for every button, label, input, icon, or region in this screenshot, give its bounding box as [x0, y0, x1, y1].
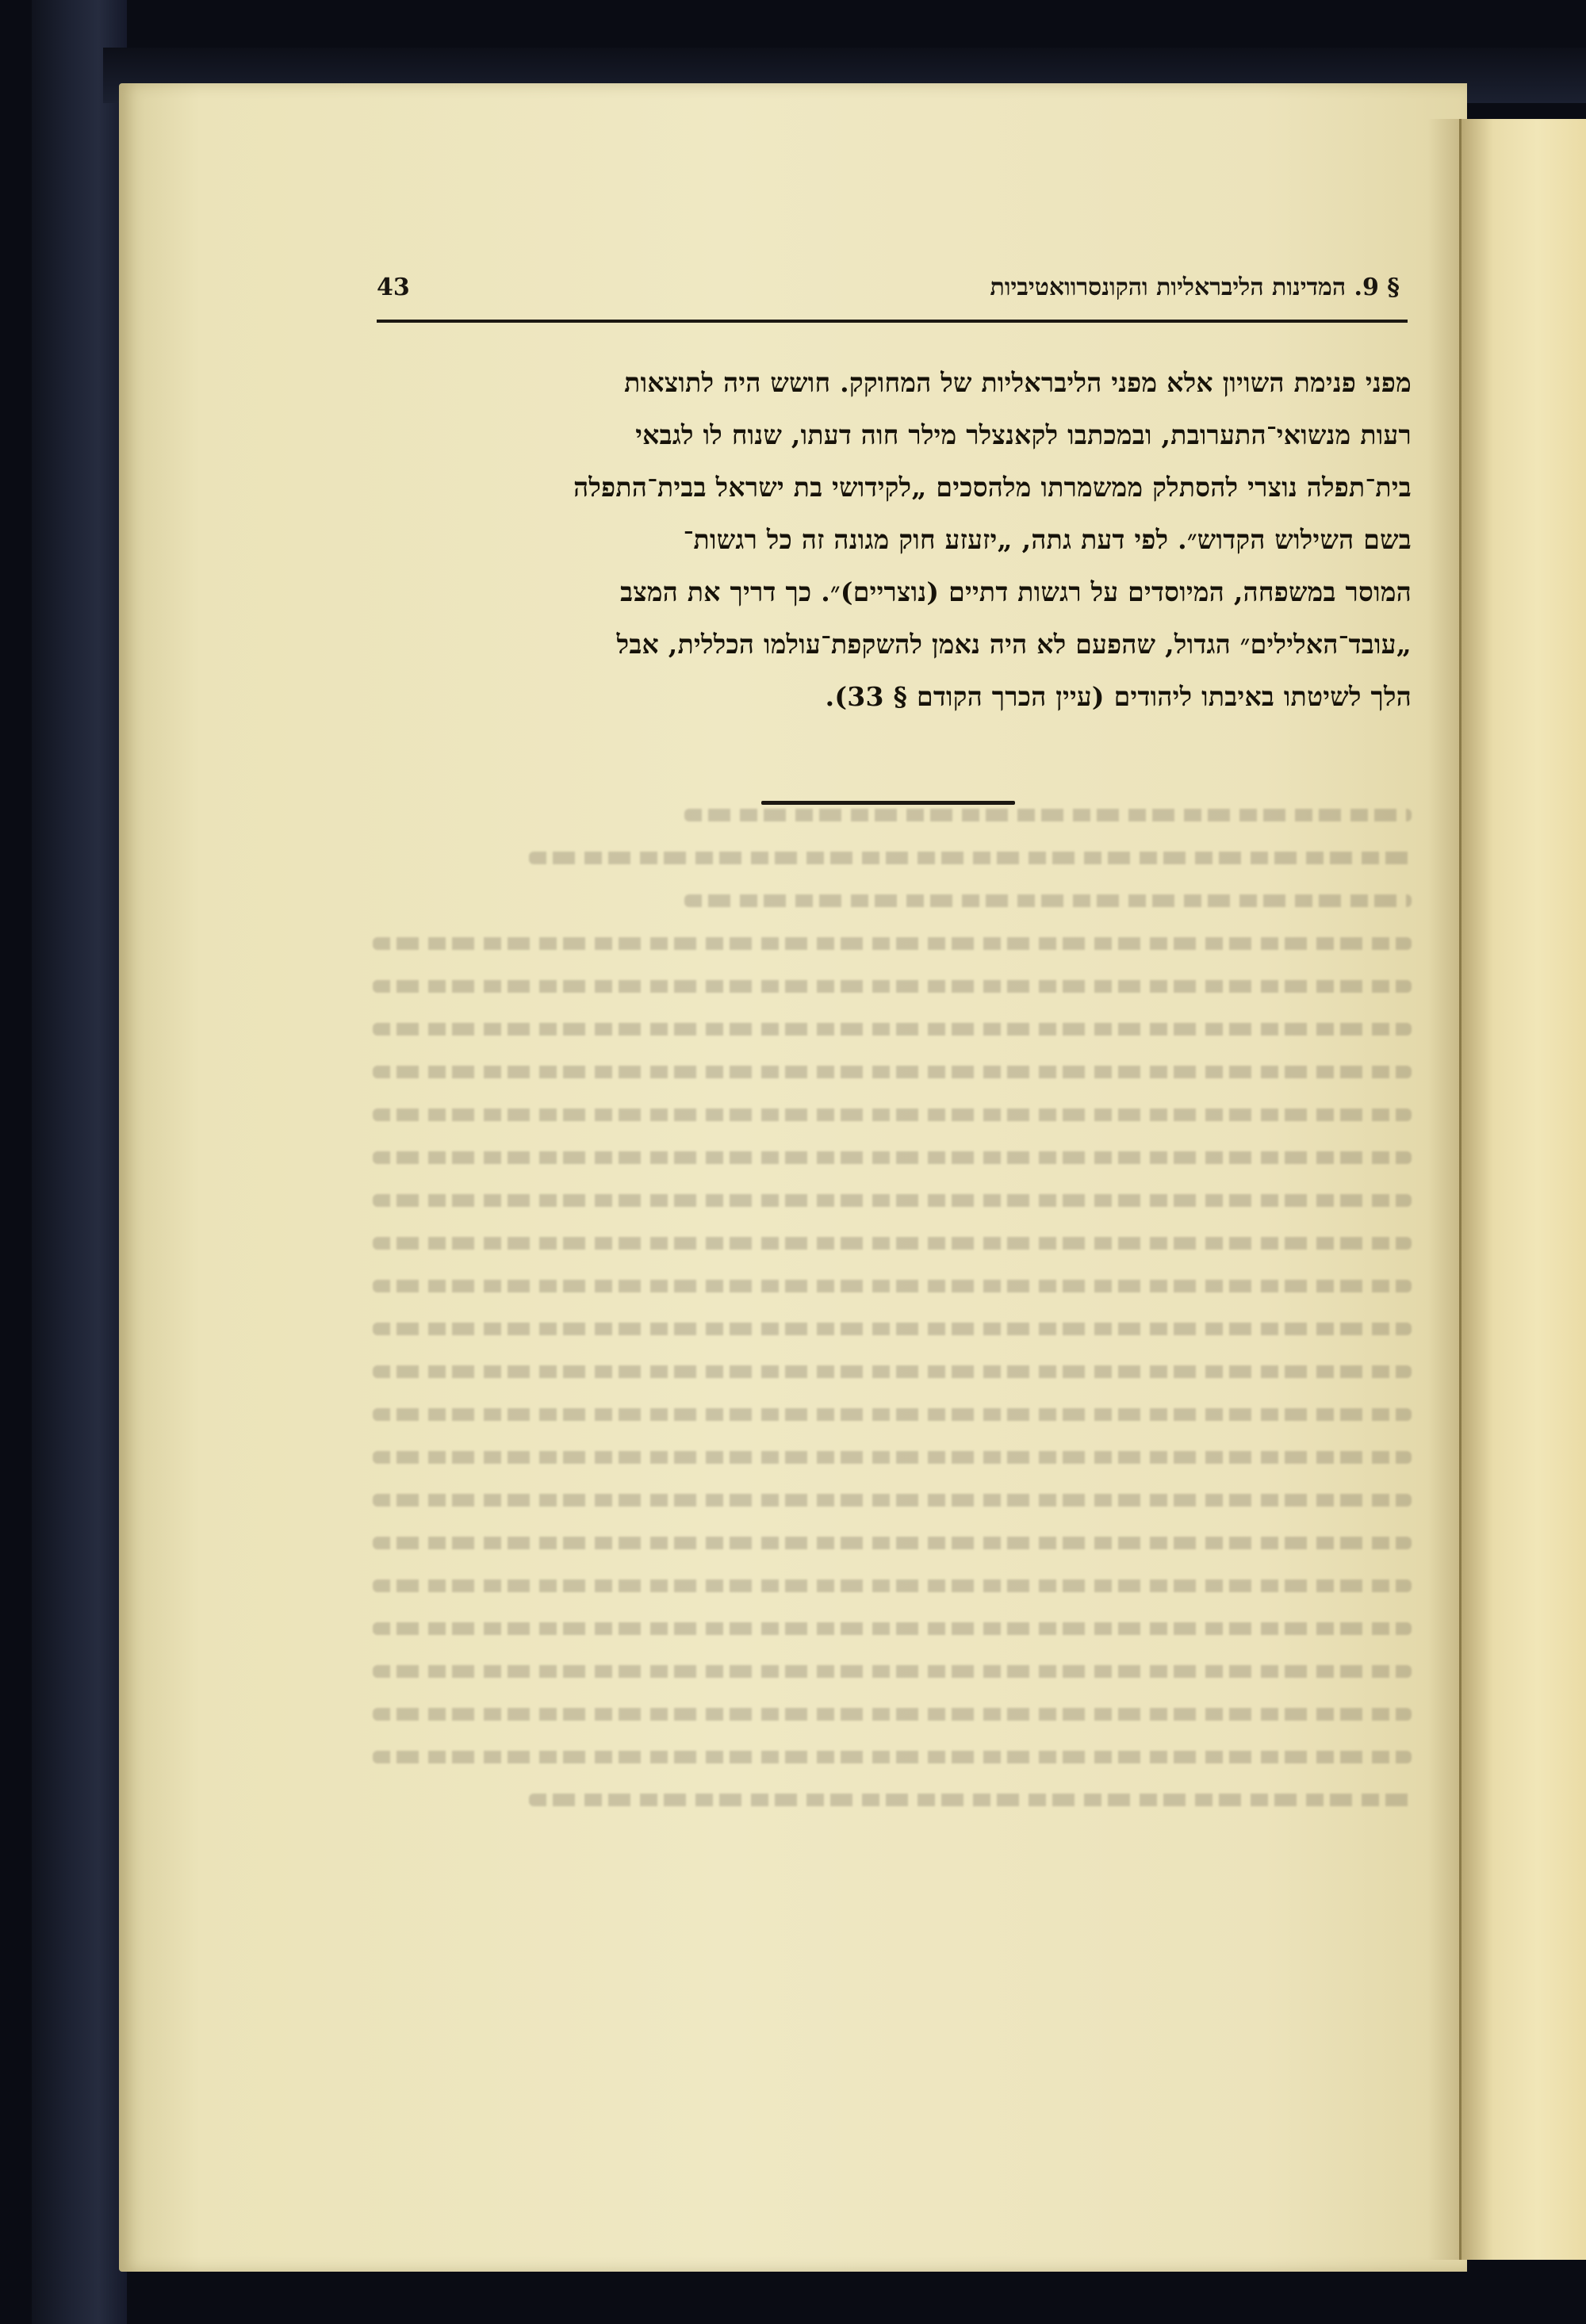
text-line: בשם השילוש הקדוש״. לפי דעת גתה, „יזעזע חוק מגונה זה כל רגשות־ — [683, 524, 1412, 555]
page-number: 43 — [377, 274, 410, 301]
text-line: „עובד־האלילים״ הגדול, שהפעם לא היה נאמן להשקפת־עולמו הכללית, אבל — [616, 629, 1412, 660]
text-line: בית־תפלה נוצרי להסתלק ממשמרתו מלהסכים „לקידושי בת ישראל בבית־התפלה — [573, 472, 1412, 503]
text-line: רעות מנשואי־התערובת, ובמכתבו לקאנצלר מילר חוה דעתו, שנוח לו לגבאי — [635, 419, 1412, 450]
header-rule — [377, 320, 1408, 323]
book-cover-edge — [32, 0, 127, 2324]
section-divider — [761, 801, 1015, 805]
facing-page-edge — [1459, 119, 1586, 2260]
text-line: מפני פנימת השויון אלא מפני הליבראליות של המחוקק. חושש היה לתוצאות — [624, 367, 1412, 398]
body-text — [373, 357, 1412, 723]
text-line: המוסר במשפחה, המיוסדים על רגשות דתיים (נוצריים)״. כך דריך את המצב — [620, 576, 1412, 607]
bleed-through-text — [373, 809, 1412, 2014]
page-header — [377, 274, 1408, 313]
running-title: § 9. המדינות הליבראליות והקונסרוואטיביות — [990, 274, 1400, 301]
text-line: הלך לשיטתו באיבתו ליהודים (עיין הכרך הקודם § 33). — [825, 681, 1412, 712]
